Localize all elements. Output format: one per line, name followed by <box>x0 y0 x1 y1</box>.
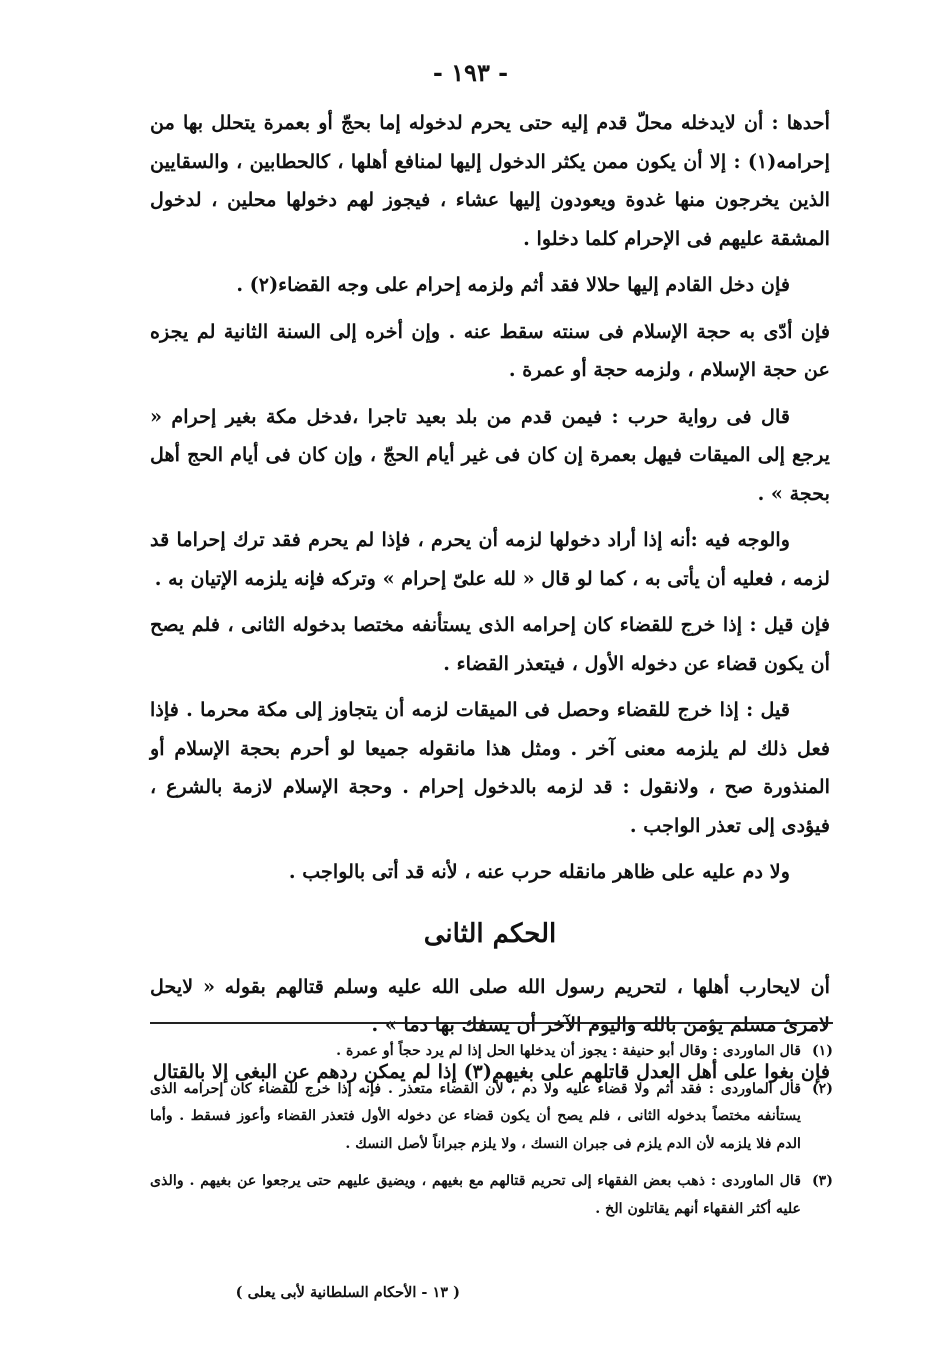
paragraph: فإن دخل القادم إليها حلالا فقد أثم ولزمه إحرام على وجه القضاء(٢) . <box>236 273 790 296</box>
footnote-text: قال الماوردى : ذهب بعض الفقهاء إلى تحريم قتالهم مع بغيهم ، ويضيق عليهم حتى يرجعوا عن بغيهم . والذى عليه أكثر الفقهاء أنهم يقاتلون الخ . <box>150 1173 801 1217</box>
footnotes <box>150 1038 833 1233</box>
paragraph: فإن بغوا على أهل العدل قاتلهم على بغيهم(٣) إذا لم يمكن ردهم عن البغى إلا بالقتال <box>153 1059 830 1083</box>
footnote-text: قال الماوردى : وقال أبو حنيفة : يجوز أن يدخلها الحل إذا لم يرد حجاً أو عمرة . <box>336 1043 801 1059</box>
footnote <box>150 1168 833 1223</box>
section-heading: الحكم الثانى <box>423 918 557 949</box>
paragraph: ولا دم عليه على ظاهر مانقله حرب عنه ، لأنه قد أتى بالواجب . <box>288 860 790 883</box>
page-number: - ١٩٣ - <box>432 58 509 87</box>
footnote <box>150 1076 833 1159</box>
book-signature: ( ١٣ - الأحكام السلطانية لأبى يعلى ) <box>235 1284 460 1301</box>
paragraph: أحدها : أن لايدخله محلّ قدم إليه حتى يحرم لدخوله إما بحجّ أو بعمرة يتحلل بها من إحرامه(١) : إلا أن يكون ممن يكثر الدخول إليها لمنافع أهلها ، كالحطابين ، والسقايين الذين يخرجون منها غدوة ويعودون إليها عشاء ، فيجوز لهم دخولها محلين ، لدخول المشقة عليهم فى الإحرام كلما دخلوا . <box>150 111 830 250</box>
paragraph: فإن قيل : إذا خرج للقضاء كان إحرامه الذى يستأنفه مختصا بدخوله الثانى ، فلم يصح أن يكون قضاء عن دخوله الأول ، فيتعذر القضاء . <box>150 613 830 675</box>
paragraph: فإن أدّى به حجة الإسلام فى سنته سقط عنه . وإن أخره إلى السنة الثانية لم يجزه عن حجة الإسلام ، ولزمه حجة أو عمرة . <box>150 319 830 381</box>
footnote-number: (٢) <box>811 1080 833 1097</box>
paragraph: قال فى رواية حرب : فيمن قدم من بلد بعيد تاجرا ،فدخل مكة بغير إحرام « يرجع إلى الميقات فيهل بعمرة إن كان فى غير أيام الحجّ ، وإن كان فى أيام الحج أهل بحجة » . <box>150 404 830 505</box>
footnote-number: (٣) <box>811 1173 833 1189</box>
footnote-separator <box>150 1022 833 1024</box>
main-text <box>150 104 830 1099</box>
paragraph: والوجه فيه :أنه إذا أراد دخولها لزمه أن يحرم ، فإذا لم يحرم فقد ترك إحراما قد لزمه ، فعليه أن يأتى به ، كما لو قال « لله علىّ إحرام » وتركه فإنه يلزمه الإتيان به . <box>150 528 830 590</box>
paragraph: قيل : إذا خرج للقضاء وحصل فى الميقات لزمه أن يتجاوز إلى مكة محرما . فإذا فعل ذلك لم يلزمه معنى آخر . ومثل هذا مانقوله جميعا لو أحرم بحجة الإسلام أو المنذورة صح ، ولانقول : قد لزمه بالدخول إحرام . وحجة الإسلام لازمة بالشرع ، فيؤدى إلى تعذر الواجب . <box>150 698 830 837</box>
footnote <box>150 1038 833 1066</box>
footnote-number: (١) <box>811 1043 833 1059</box>
footnote-text: قال الماوردى : فقد أثم ولا قضاء عليه ولا دم ، لأن القضاء متعذر . فإنه إذا خرج للقضاء كان إحرامه الذى يستأنفه مختصاً بدخوله الثانى ، فلم يصح أن يكون قضاء عن دخوله الأول فتعذر القضاء وأعوز فسقط . وأما الدم فلا يلزمه لأن الدم يلزم فى جبران النسك ، ولا يلزم جبراناً لأصل النسك . <box>150 1080 801 1152</box>
paragraph: أن لايحارب أهلها ، لتحريم رسول الله صلى الله عليه وسلم قتالهم بقوله « لايحل لامرئ مسلم يؤمن بالله واليوم الآخر أن يسفك بها دما » . <box>150 974 830 1036</box>
